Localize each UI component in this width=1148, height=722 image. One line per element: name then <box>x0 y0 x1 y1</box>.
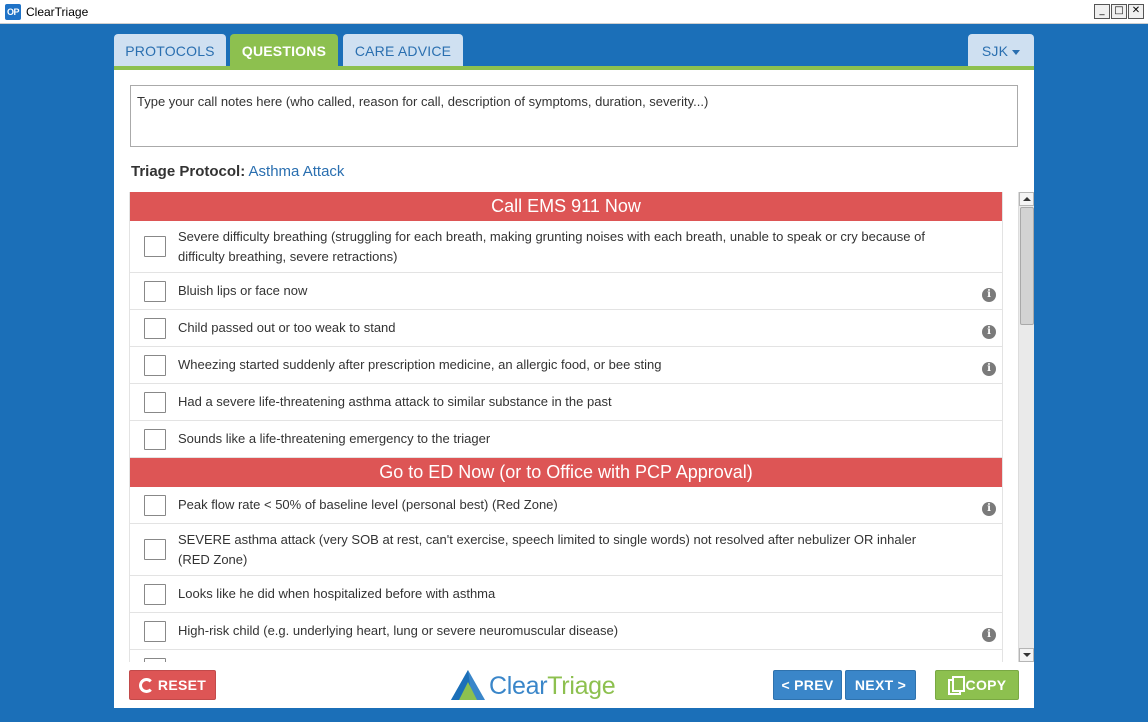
scroll-up-arrow-icon[interactable] <box>1019 192 1034 206</box>
question-checkbox[interactable] <box>144 236 166 257</box>
question-text: Bluish lips or face now <box>178 283 308 298</box>
triage-protocol-label: Triage Protocol: <box>131 163 246 180</box>
brand-wordmark <box>489 672 615 701</box>
question-row <box>130 613 1002 650</box>
question-row <box>130 221 1002 273</box>
question-checkbox[interactable] <box>144 495 166 516</box>
question-row <box>130 384 1002 421</box>
next-button[interactable]: NEXT > <box>845 670 916 700</box>
question-row <box>130 273 1002 310</box>
tab-protocols[interactable]: PROTOCOLS <box>114 34 226 66</box>
reset-button[interactable] <box>129 670 216 700</box>
question-checkbox[interactable] <box>144 539 166 560</box>
copy-icon <box>948 677 962 693</box>
question-text: Child passed out or too weak to stand <box>178 320 396 335</box>
section-header-ed: Go to ED Now (or to Office with PCP Approval) <box>130 458 1002 487</box>
scroll-down-arrow-icon[interactable] <box>1019 648 1034 662</box>
info-icon[interactable]: i <box>982 288 996 302</box>
user-initials: SJK <box>981 43 1009 59</box>
question-checkbox[interactable] <box>144 621 166 642</box>
tab-care-advice[interactable]: CARE ADVICE <box>343 34 463 66</box>
question-row <box>130 310 1002 347</box>
question-checkbox[interactable] <box>144 429 166 450</box>
footer-toolbar <box>114 662 1034 708</box>
question-checkbox[interactable] <box>144 281 166 302</box>
prev-button[interactable]: < PREV <box>773 670 842 700</box>
question-row <box>130 576 1002 613</box>
window-titlebar <box>0 0 1148 24</box>
info-icon[interactable]: i <box>982 628 996 642</box>
question-row <box>130 650 1002 662</box>
close-button[interactable]: ✕ <box>1128 4 1144 19</box>
copy-button-label: COPY <box>965 677 1007 693</box>
copy-button[interactable] <box>935 670 1019 700</box>
question-text: Looks like he did when hospitalized before with asthma <box>178 586 496 601</box>
question-text: SEVERE asthma attack (very SOB at rest, can't exercise, speech limited to single words) not resolved after nebulizer OR inhaler (RED Zone) <box>178 532 917 567</box>
maximize-button[interactable]: □ <box>1111 4 1127 19</box>
question-text: Peak flow rate < 50% of baseline level (personal best) (Red Zone) <box>178 497 558 512</box>
user-menu-button[interactable] <box>968 34 1034 66</box>
cleartriage-logo-icon <box>449 668 487 702</box>
main-panel <box>114 34 1034 708</box>
content-area <box>114 70 1034 708</box>
question-text: Severe difficulty breathing (struggling for each breath, making grunting noises with each breath, unable to speak or cry because of difficulty breathing, severe retractions) <box>178 229 925 264</box>
brand-part-clear: Clear <box>489 672 548 700</box>
question-row <box>130 487 1002 524</box>
question-list-scrollbar[interactable] <box>1018 192 1034 662</box>
question-row <box>130 524 1002 576</box>
app-logo-icon: OP <box>5 4 21 20</box>
question-checkbox[interactable] <box>144 355 166 376</box>
question-text: High-risk child (e.g. underlying heart, lung or severe neuromuscular disease) <box>178 623 619 638</box>
window-controls <box>1094 4 1144 19</box>
scrollbar-thumb[interactable] <box>1020 207 1034 325</box>
info-icon[interactable]: i <box>982 362 996 376</box>
triage-protocol-link[interactable]: Asthma Attack <box>248 163 345 180</box>
question-row <box>130 421 1002 458</box>
tab-bar <box>114 34 1034 70</box>
question-list <box>129 192 1003 662</box>
triage-protocol-line <box>131 163 344 181</box>
refresh-icon <box>139 678 154 693</box>
chevron-down-icon <box>1012 50 1020 55</box>
question-text: Had a severe life-threatening asthma attack to similar substance in the past <box>178 394 612 409</box>
info-icon[interactable]: i <box>982 325 996 339</box>
question-checkbox[interactable] <box>144 318 166 339</box>
question-text: Wheezing started suddenly after prescription medicine, an allergic food, or bee sting <box>178 357 662 372</box>
question-row <box>130 347 1002 384</box>
info-icon[interactable]: i <box>982 502 996 516</box>
window-title: ClearTriage <box>26 5 89 19</box>
reset-button-label: RESET <box>157 677 207 693</box>
question-text: Sounds like a life-threatening emergency to the triager <box>178 431 491 446</box>
question-checkbox[interactable] <box>144 584 166 605</box>
brand-part-triage: Triage <box>547 672 616 700</box>
section-header-ems: Call EMS 911 Now <box>130 192 1002 221</box>
minimize-button[interactable]: _ <box>1094 4 1110 19</box>
call-notes-input[interactable] <box>130 85 1018 147</box>
question-checkbox[interactable] <box>144 392 166 413</box>
tab-questions[interactable]: QUESTIONS <box>230 34 338 68</box>
